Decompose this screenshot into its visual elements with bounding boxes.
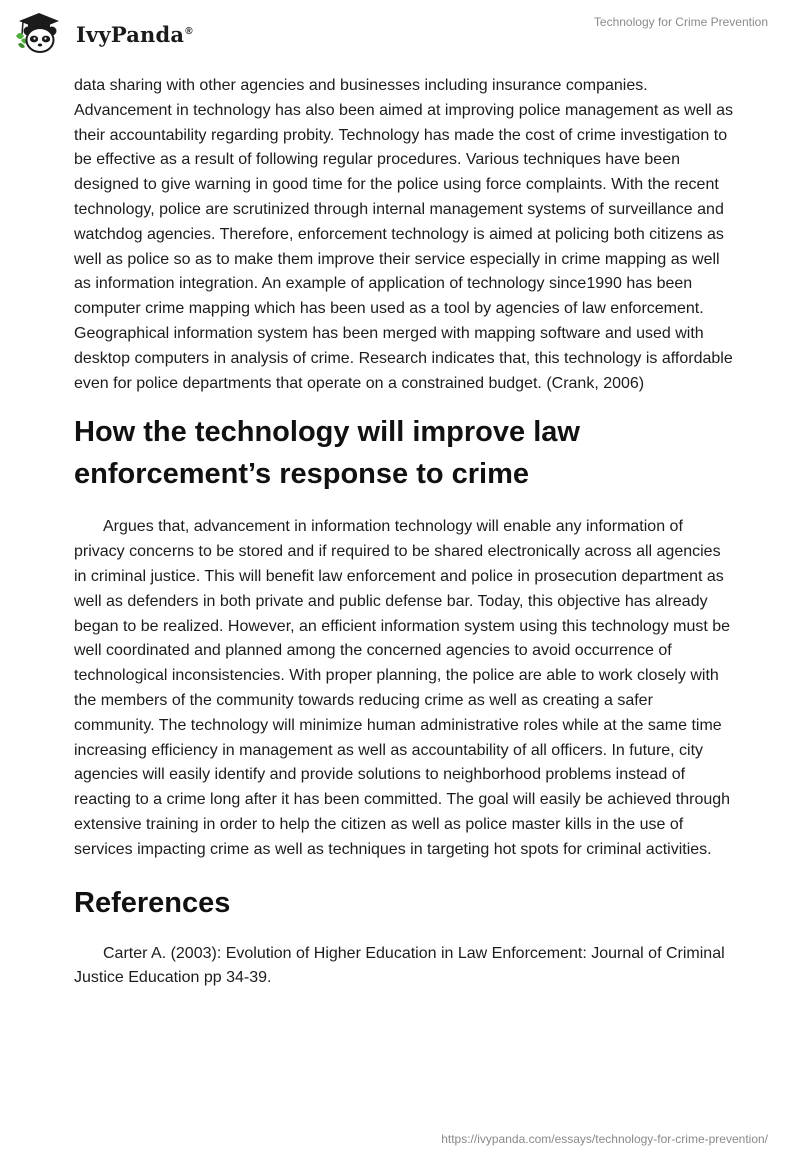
section-heading-references: References [74, 886, 231, 919]
registered-mark: ® [185, 25, 193, 37]
brand-name-text: IvyPanda [76, 21, 185, 47]
panda-logo-icon [12, 10, 70, 56]
essay-content [74, 74, 734, 991]
brand-logo[interactable] [12, 10, 193, 56]
brand-name [76, 22, 193, 47]
reference-entry: Carter A. (2003): Evolution of Higher Education in Law Enforcement: Journal of Criminal Justice Education pp 34-39. [74, 944, 725, 987]
body-paragraph-1: data sharing with other agencies and businesses including insurance companies. Advancement in technology has also been aimed at improving police management as well as their accountability regarding probity. Technology has made the cost of crime investigation to be effective as a result of following regular procedures. Various techniques have been designed to give warning in good time for the police using force complaints. With the recent technology, police are scrutinized through internal management systems of surveillance and watchdog agencies. Therefore, enforcement technology is aimed at policing both citizens as well as police so as to make them improve their service especially in crime mapping as well as information integration. An example of application of technology since1990 has been computer crime mapping which has been used as a tool by agencies of law enforcement. Geographical information system has been merged with mapping software and used with desktop computers in analysis of crime. Research indicates that, this technology is affordable even for police departments that operate on a constrained budget. (Crank, 2006) [74, 77, 734, 392]
section-heading-technology-improvement: How the technology will improve law enforcement’s response to crime [74, 416, 580, 491]
page-header [0, 0, 800, 70]
document-title: Technology for Crime Prevention [593, 15, 768, 29]
body-paragraph-2: Argues that, advancement in information technology will enable any information of privacy concerns to be stored and if required to be shared electronically across all agencies in criminal justice. This will benefit law enforcement and police in prosecution department as well as defenders in both private and public defense bar. Today, this objective has already began to be realized. However, an efficient information system using this technology must be well coordinated and planned among the concerned agencies to avoid occurrence of technological inconsistencies. With proper planning, the police are able to work closely with the members of the community towards reducing crime as well as creating a safer community. The technology will minimize human administrative roles while at the same time increasing efficiency in management as well as accountability of all officers. In future, city agencies will easily identify and provide solutions to neighborhood problems instead of reacting to a crime long after it has been committed. The goal will easily be achieved through extensive training in order to help the citizen as well as police master kills in the use of services impacting crime as well as techniques in targeting hot spots for criminal activities. [74, 518, 731, 858]
source-url-link[interactable]: https://ivypanda.com/essays/technology-for-crime-prevention/ [441, 1132, 768, 1146]
